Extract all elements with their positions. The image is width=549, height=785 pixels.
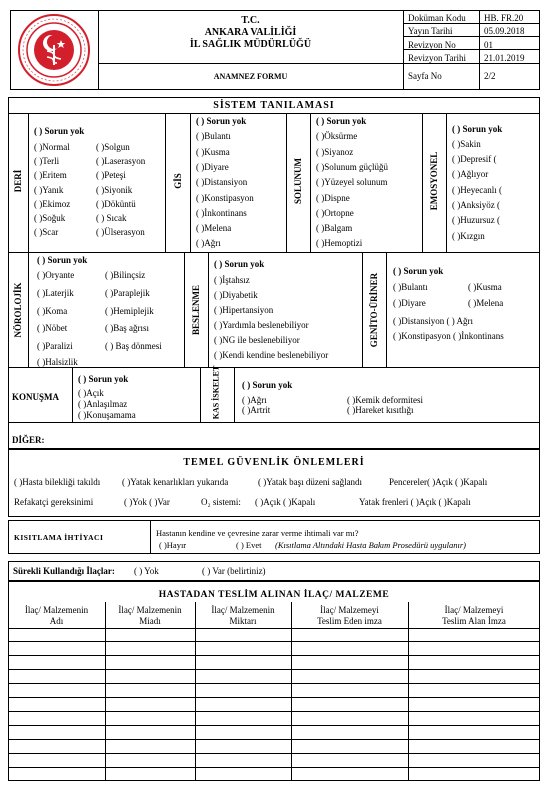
- deri-label: DERİ: [13, 169, 23, 193]
- handover-col-header: İlaç/ Malzemenin: [118, 605, 182, 615]
- deri-item[interactable]: ( )Soğuk: [34, 213, 66, 223]
- handover-col-header: Miktarı: [229, 616, 257, 626]
- gis-item[interactable]: ( )Diyare: [196, 162, 229, 172]
- handover-row[interactable]: [8, 641, 540, 655]
- system-title: SİSTEM TANILAMASI: [213, 100, 335, 111]
- restraint-no[interactable]: ( )Hayır: [159, 540, 187, 550]
- gis-item[interactable]: ( )Kusma: [196, 147, 230, 157]
- gis-item[interactable]: ( ) Sorun yok: [196, 116, 247, 126]
- meta-label-page: Sayfa No: [408, 71, 442, 81]
- restraint-label: KISITLAMA İHTİYACI: [14, 533, 104, 542]
- emosyonel-item[interactable]: ( )Kızgın: [452, 231, 485, 241]
- deri-item[interactable]: ( )Siyonik: [96, 185, 133, 195]
- solunum-item[interactable]: ( ) Sorun yok: [316, 116, 367, 126]
- deri-item[interactable]: ( ) Sıcak: [96, 213, 127, 223]
- safety-item[interactable]: ( )Yatak başı düzeni sağlandı: [258, 477, 363, 487]
- solunum-item[interactable]: ( )Ortopne: [316, 208, 354, 218]
- norolojik-item[interactable]: ( )Halsizlik: [37, 357, 78, 367]
- genito-item[interactable]: ( )Bulantı: [393, 282, 428, 292]
- deri-item[interactable]: ( )Eritem: [34, 170, 67, 180]
- genito-item[interactable]: ( )Kusma: [468, 282, 502, 292]
- beslenme-item[interactable]: ( )İştahsız: [214, 275, 250, 285]
- meta-value-rev-no: 01: [484, 40, 493, 50]
- emosyonel-item[interactable]: ( )Ağlıyor: [452, 169, 489, 179]
- deri-item[interactable]: ( )Ekimoz: [34, 199, 71, 209]
- beslenme-item[interactable]: ( )Diyabetik: [214, 290, 258, 300]
- deri-item[interactable]: ( )Scar: [34, 227, 59, 237]
- safety-item[interactable]: ( )Açık ( )Kapalı: [255, 497, 316, 507]
- gis-item[interactable]: ( )İnkontinans: [196, 208, 247, 218]
- konusma-label: KONUŞMA: [12, 392, 59, 402]
- meta-label-rev-no: Revizyon No: [408, 40, 456, 50]
- solunum-item[interactable]: ( )Siyanoz: [316, 147, 354, 157]
- norolojik-item[interactable]: ( )Nöbet: [37, 323, 68, 333]
- solunum-item[interactable]: ( )Solunum güçlüğü: [316, 162, 388, 172]
- kas-item[interactable]: ( )Hareket kısıtlığı: [347, 405, 414, 415]
- handover-row[interactable]: [8, 655, 540, 669]
- ministry-logo: [17, 13, 91, 87]
- solunum-item[interactable]: ( )Hemoptizi: [316, 238, 363, 248]
- emosyonel-item[interactable]: ( )Sakin: [452, 139, 481, 149]
- norolojik-item[interactable]: ( )Paralizi: [37, 341, 73, 351]
- handover-row[interactable]: [8, 725, 540, 739]
- gis-label: GİS: [173, 173, 183, 189]
- deri-item[interactable]: ( )Laserasyon: [96, 156, 146, 166]
- handover-row[interactable]: [8, 669, 540, 683]
- meta-value-pub-date: 05.09.2018: [484, 26, 525, 36]
- kas-none[interactable]: ( ) Sorun yok: [242, 380, 293, 390]
- meta-value-doc-code: HB. FR.20: [484, 13, 524, 23]
- handover-col-header: Miadı: [139, 616, 161, 626]
- handover-row[interactable]: [8, 683, 540, 697]
- solunum-item[interactable]: ( )Öksürme: [316, 131, 358, 141]
- gis-item[interactable]: ( )Distansiyon: [196, 177, 248, 187]
- emosyonel-item[interactable]: ( )Anksiyöz (: [452, 200, 500, 210]
- deri-item[interactable]: ( )Yanık: [34, 185, 64, 195]
- emosyonel-item[interactable]: ( )Heyecanlı (: [452, 185, 502, 195]
- safety-title: TEMEL GÜVENLİK ÖNLEMLERİ: [183, 457, 365, 468]
- beslenme-item[interactable]: ( )Kendi kendine beslenebiliyor: [214, 350, 329, 360]
- emosyonel-item[interactable]: ( )Depresif (: [452, 154, 497, 164]
- medications-yes[interactable]: ( ) Var (belirtiniz): [202, 566, 266, 576]
- handover-col-header: İlaç/ Malzemeyi: [444, 605, 504, 615]
- handover-col-header: Adı: [49, 616, 64, 626]
- meta-label-pub-date: Yayın Tarihi: [408, 26, 453, 36]
- medications-no[interactable]: ( ) Yok: [134, 566, 159, 576]
- konusma-item[interactable]: ( )Anlaşılmaz: [78, 399, 128, 409]
- norolojik-item[interactable]: ( )Bilinçsiz: [105, 270, 146, 280]
- org-line-1: T.C.: [241, 15, 260, 26]
- norolojik-item[interactable]: ( ) Baş dönmesi: [105, 341, 162, 351]
- konusma-item[interactable]: ( )Açık: [78, 388, 104, 398]
- norolojik-item[interactable]: ( )Oryante: [37, 270, 75, 280]
- safety-item[interactable]: ( )Yatak kenarlıkları yukarıda: [122, 477, 229, 487]
- safety-item[interactable]: ( )Yok ( )Var: [124, 497, 170, 507]
- beslenme-item[interactable]: ( )Yardımla beslenebiliyor: [214, 320, 309, 330]
- safety-item: Refakatçi gereksinimi: [14, 497, 94, 507]
- handover-row[interactable]: [8, 711, 540, 725]
- gis-item[interactable]: ( )Konstipasyon: [196, 193, 254, 203]
- genito-item[interactable]: ( )Distansiyon ( ) Ağrı: [393, 316, 473, 326]
- norolojik-label: NÖROLOJİK: [13, 282, 23, 338]
- handover-col-header: Teslim Eden imza: [317, 616, 382, 626]
- handover-row[interactable]: [8, 767, 540, 781]
- konusma-item[interactable]: ( )Konuşamama: [78, 410, 136, 420]
- gis-item[interactable]: ( )Melena: [196, 223, 232, 233]
- kas-item[interactable]: ( )Artrit: [242, 405, 271, 415]
- deri-item[interactable]: ( )Terli: [34, 156, 60, 166]
- genito-none[interactable]: ( ) Sorun yok: [393, 266, 444, 276]
- solunum-item[interactable]: ( )Balgam: [316, 223, 353, 233]
- meta-label-doc-code: Doküman Kodu: [408, 13, 466, 23]
- solunum-item[interactable]: ( )Yüzeyel solunum: [316, 177, 388, 187]
- safety-item[interactable]: ( )Hasta bilekliği takıldı: [14, 477, 101, 487]
- genito-item[interactable]: ( )Konstipasyon ( )İnkontinans: [393, 331, 504, 341]
- restraint-yes[interactable]: ( ) Evet: [236, 540, 262, 550]
- genito-item[interactable]: ( )Diyare: [393, 298, 426, 308]
- beslenme-item[interactable]: ( )Hipertansiyon: [214, 305, 274, 315]
- deri-item[interactable]: ( )Peteşi: [96, 170, 126, 180]
- deri-none[interactable]: ( ) Sorun yok: [34, 126, 85, 136]
- diger-label[interactable]: DİĞER:: [12, 435, 45, 445]
- handover-row[interactable]: [8, 697, 540, 711]
- genito-item[interactable]: ( )Melena: [468, 298, 504, 308]
- meta-label-rev-date: Revizyon Tarihi: [408, 53, 466, 63]
- kas-item[interactable]: ( )Ağrı: [242, 395, 267, 405]
- handover-row[interactable]: [8, 628, 540, 641]
- org-line-3: İL SAĞLIK MÜDÜRLÜĞÜ: [189, 39, 312, 50]
- deri-item[interactable]: ( )Solgun: [96, 142, 130, 152]
- emosyonel-item[interactable]: ( ) Sorun yok: [452, 124, 503, 134]
- solunum-label: SOLUNUM: [293, 158, 303, 205]
- deri-item[interactable]: ( )Ülserasyon: [96, 227, 145, 237]
- konusma-item[interactable]: ( ) Sorun yok: [78, 374, 129, 384]
- gis-item[interactable]: ( )Bulantı: [196, 131, 231, 141]
- handover-row[interactable]: [8, 739, 540, 753]
- restraint-question: Hastanın kendine ve çevresine zarar verme ihtimali var mı?: [156, 528, 359, 538]
- form-title: ANAMNEZ FORMU: [213, 72, 288, 81]
- beslenme-label: BESLENME: [191, 285, 201, 336]
- org-line-2: ANKARA VALİLİĞİ: [204, 27, 297, 38]
- handover-col-header: İlaç/ Malzemenin: [24, 605, 89, 615]
- kas-item[interactable]: ( )Kemik deformitesi: [347, 395, 423, 405]
- deri-item[interactable]: ( )Döküntü: [96, 199, 136, 209]
- norolojik-none[interactable]: ( ) Sorun yok: [37, 255, 88, 265]
- handover-col-header: İlaç/ Malzemeyi: [320, 605, 379, 615]
- solunum-item[interactable]: ( )Dispne: [316, 193, 350, 203]
- deri-item[interactable]: ( )Normal: [34, 142, 70, 152]
- gis-item[interactable]: ( )Ağrı: [196, 238, 221, 248]
- safety-item: O₂ sistemi:: [201, 497, 241, 507]
- beslenme-item[interactable]: ( )NG ile beslenebiliyor: [214, 335, 300, 345]
- emosyonel-item[interactable]: ( )Huzursuz (: [452, 215, 500, 225]
- restraint-note: (Kısıtlama Altındaki Hasta Bakım Prosedürü uygulanır): [275, 540, 467, 550]
- handover-col-header: İlaç/ Malzemenin: [211, 605, 275, 615]
- handover-title: HASTADAN TESLİM ALINAN İLAÇ/ MALZEME: [158, 590, 390, 600]
- meta-value-page: 2/2: [484, 71, 496, 81]
- norolojik-item[interactable]: ( )Koma: [37, 306, 68, 316]
- norolojik-item[interactable]: ( )Baş ağrısı: [105, 323, 149, 333]
- meta-value-rev-date: 21.01.2019: [484, 53, 525, 63]
- handover-col-header: Teslim Alan İmza: [442, 616, 506, 626]
- norolojik-item[interactable]: ( )Hemiplejik: [105, 306, 154, 316]
- emosyonel-label: EMOSYONEL: [429, 151, 439, 211]
- genito-label: GENİTO-ÜRİNER: [369, 272, 379, 348]
- norolojik-item[interactable]: ( )Paraplejik: [105, 288, 150, 298]
- norolojik-item[interactable]: ( )Laterjik: [37, 288, 74, 298]
- medications-label: Sürekli Kullandığı İlaçlar:: [13, 566, 115, 576]
- kas-label: KAS İSKELET: [211, 365, 221, 420]
- safety-item[interactable]: Yatak frenleri ( )Açık ( )Kapalı: [359, 497, 471, 507]
- safety-item[interactable]: Pencereler( )Açık ( )Kapalı: [389, 477, 488, 487]
- handover-row[interactable]: [8, 753, 540, 767]
- beslenme-item[interactable]: ( ) Sorun yok: [214, 259, 265, 269]
